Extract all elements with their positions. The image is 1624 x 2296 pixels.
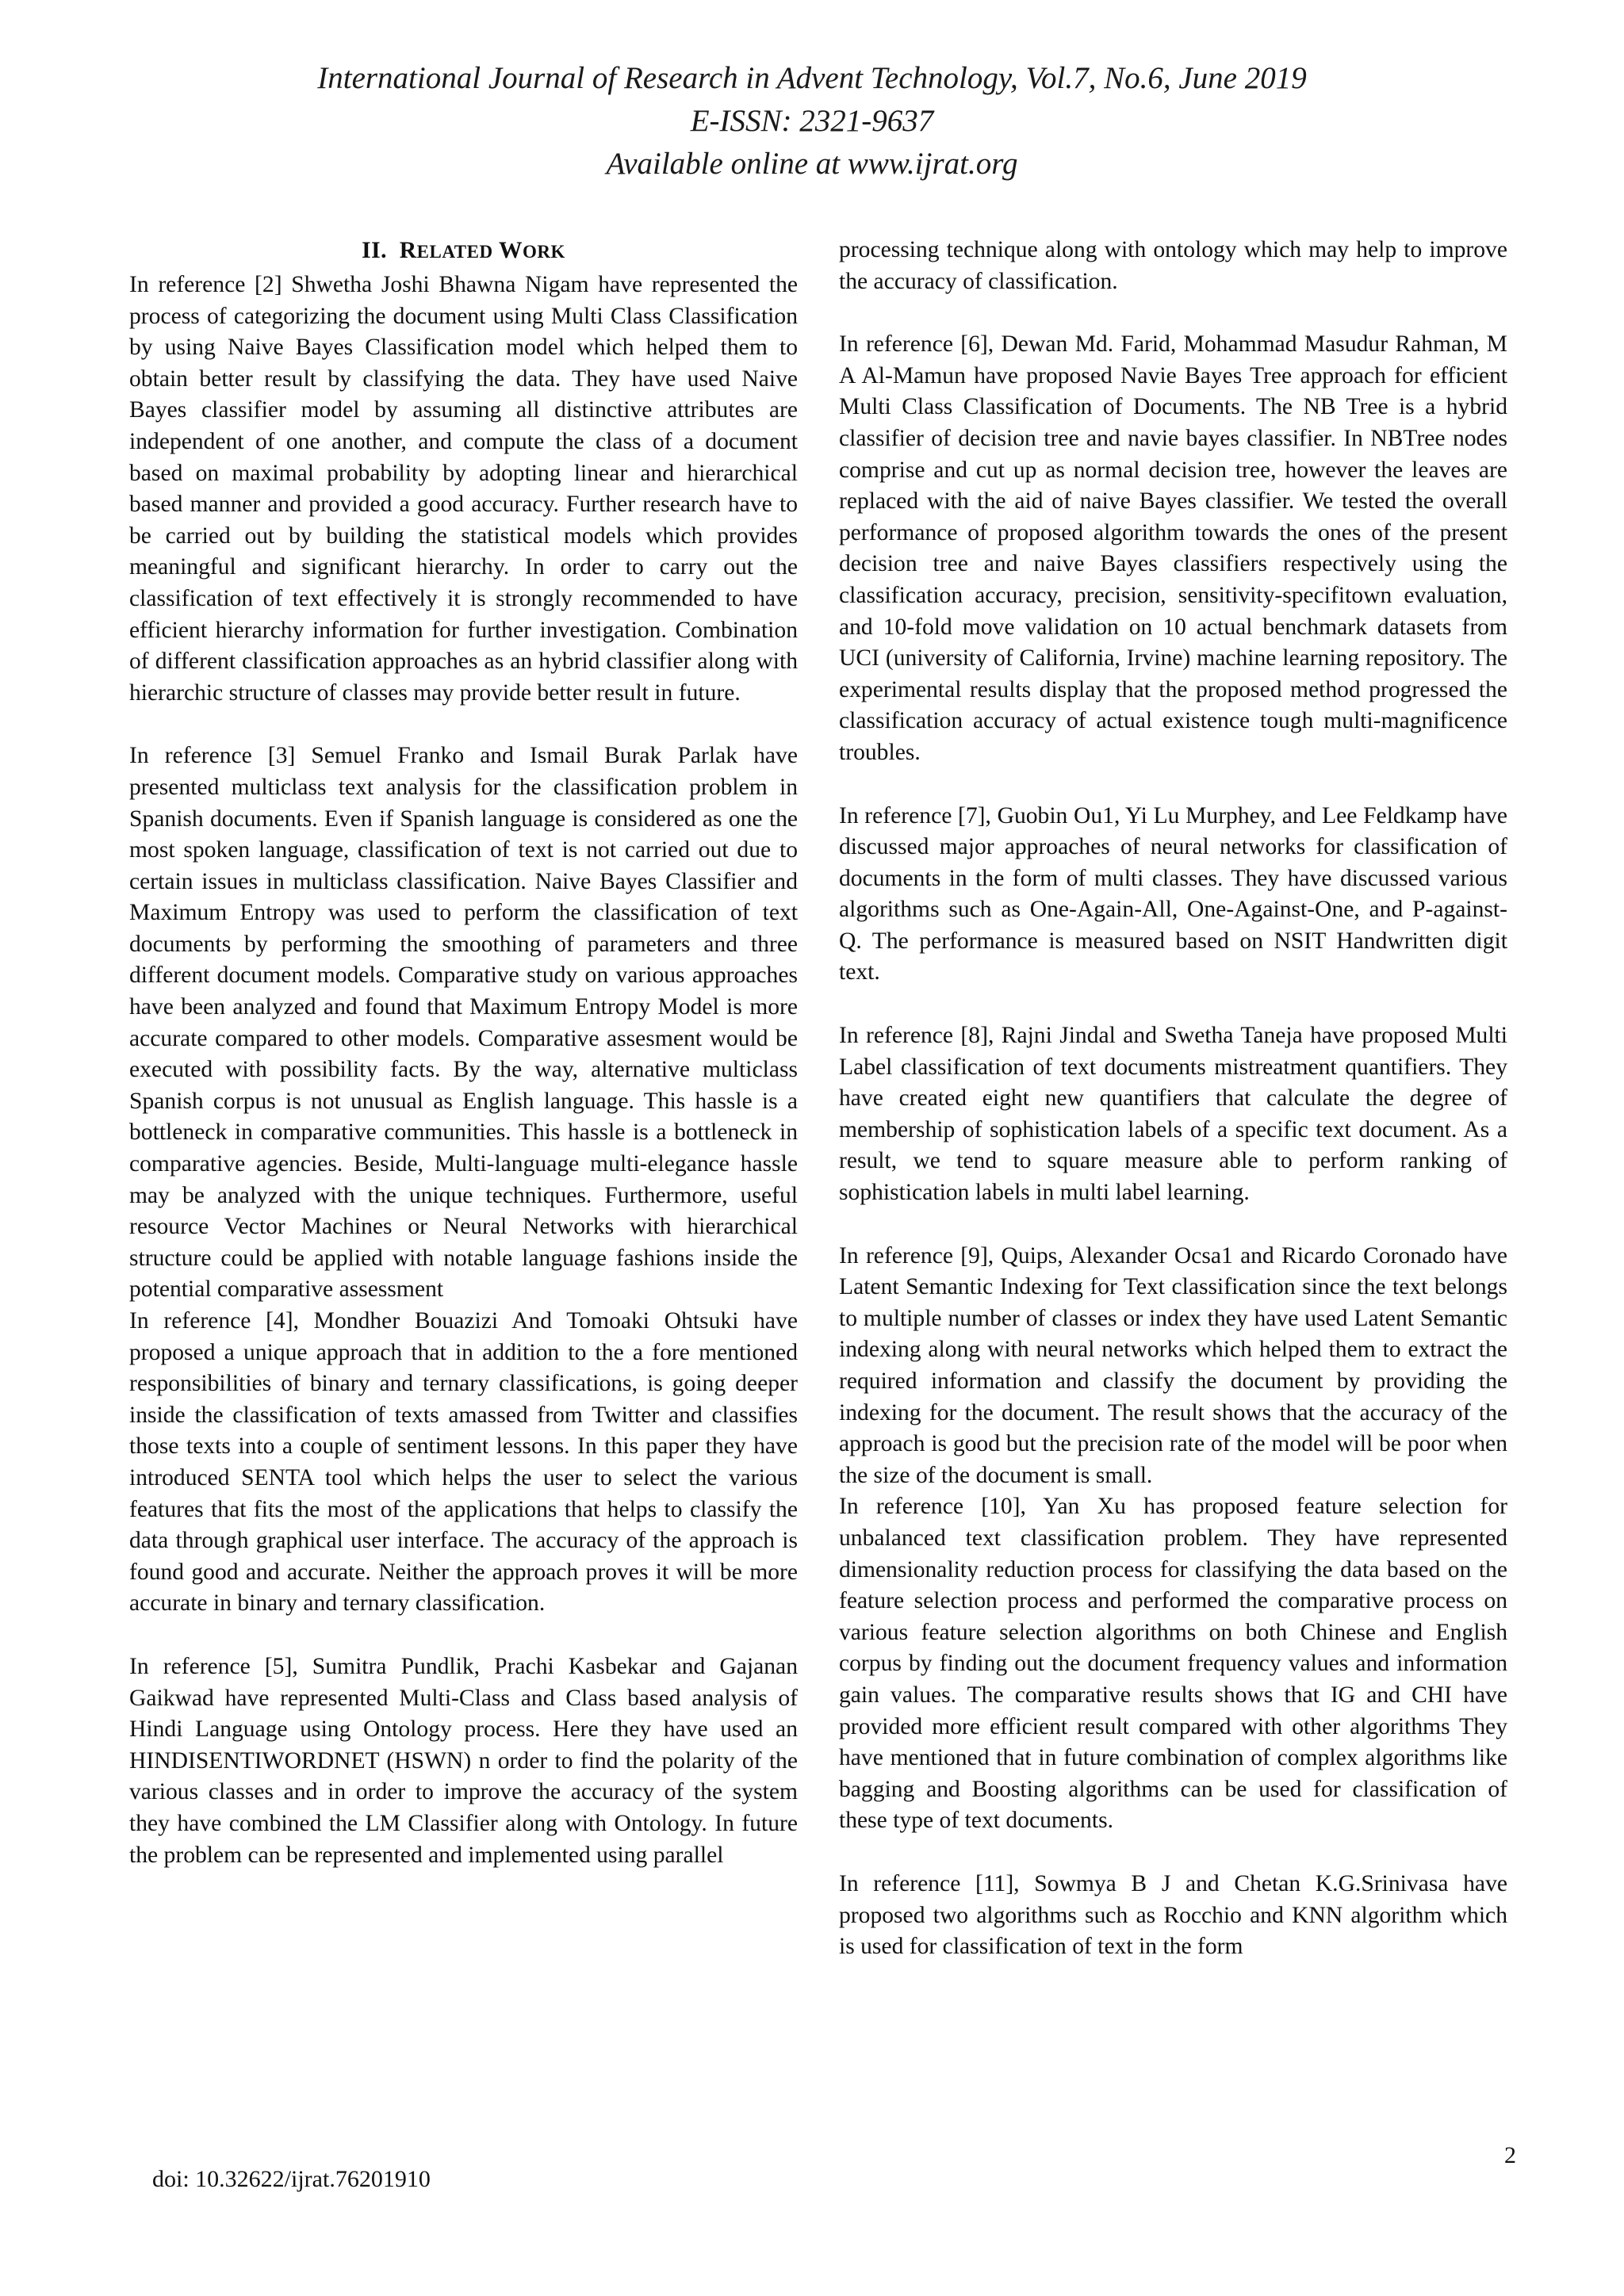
paragraph-ref-7: In reference [7], Guobin Ou1, Yi Lu Murphey, and Lee Feldkamp have discussed major approaches of neural networks for classification of documents in the form of multi classes. They have discussed various algorithms such as One-Again-All, One-Against-One, and P-against-Q. The performance is measured based on NSIT Handwritten digit text. <box>839 802 1507 985</box>
section-number: II. <box>362 238 387 263</box>
right-column <box>839 235 1507 1963</box>
section-title-cap-w: W <box>498 238 523 263</box>
paragraph-ref-5-continued: processing technique along with ontology which may help to improve the accuracy of classification. <box>839 237 1507 294</box>
paragraph-ref-5: In reference [5], Sumitra Pundlik, Prachi Kasbekar and Gajanan Gaikwad have represented Multi-Class and Class based analysis of Hindi Language using Ontology process. Here they have used an HINDISENTIWORDNET (HSWN) n order to find the polarity of the various classes and in order to improve the accuracy of the system they have combined the LM Classifier along with Ontology. In future the problem can be represented and implemented using parallel <box>129 1653 798 1868</box>
section-title-cap-r: R <box>399 238 417 263</box>
paragraph-ref-6: In reference [6], Dewan Md. Farid, Mohammad Masudur Rahman, M A Al-Mamun have proposed Navie Bayes Tree approach for efficient Multi Class Classification of Documents. The NB Tree is a hybrid classifier of decision tree and navie bayes classifier. In NBTree nodes comprise and cut up as normal decision tree, however the leaves are replaced with the aid of naive Bayes classifier. We tested the overall performance of proposed algorithm towards the ones of the present decision tree and naive Bayes classifiers respectively using the classification accuracy, precision, sensitivity-specifitown evaluation, and 10-fold move validation on 10 actual benchmark datasets from UCI (university of California, Irvine) machine learning repository. The experimental results display that the proposed method progressed the classification accuracy of actual existence tough multi-magnificence troubles. <box>839 331 1507 765</box>
paragraph-ref-3: In reference [3] Semuel Franko and Ismail Burak Parlak have presented multiclass text analysis for the classification problem in Spanish documents. Even if Spanish language is considered as one the most spoken language, classification of text is not carried out due to certain issues in multiclass classification. Naive Bayes Classifier and Maximum Entropy was used to perform the classification of text documents by performing the smoothing of parameters and three different document models. Comparative study on various approaches have been analyzed and found that Maximum Entropy Model is more accurate compared to other models. Comparative assesment would be executed with possibility facts. By the way, alternative multiclass Spanish corpus is not unusual as English language. This hassle is a bottleneck in comparative communities. This hassle is a bottleneck in comparative agencies. Beside, Multi-language multi-elegance hassle may be analyzed with the unique techniques. Furthermore, useful resource Vector Machines or Neural Networks with hierarchical structure could be applied with notable language fashions inside the potential comparative assessment <box>129 743 798 1303</box>
section-title-rest-elated: ELATED <box>416 242 493 262</box>
paragraph-ref-10: In reference [10], Yan Xu has proposed feature selection for unbalanced text classification problem. They have represented dimensionality reduction process for classifying the data based on the feature selection process and performed the comparative process on various feature selection algorithms on both Chinese and English corpus by finding out the document frequency values and information gain values. The comparative results shows that IG and CHI have provided more efficient result compared with other algorithms They have mentioned that in future combination of complex algorithms like bagging and Boosting algorithms can be used for classification of these type of text documents. <box>839 1494 1507 1834</box>
paragraph-ref-4: In reference [4], Mondher Bouazizi And Tomoaki Ohtsuki have proposed a unique approach that in addition to the a fore mentioned responsibilities of binary and ternary classifications, is going deeper inside the classification of texts amassed from Twitter and classifies those texts into a couple of sentiment lessons. In this paper they have introduced SENTA tool which helps the user to select the various features that fits the most of the applications that helps to classify the data through graphical user interface. The accuracy of the approach is found good and accurate. Neither the approach proves it will be more accurate in binary and ternary classification. <box>129 1308 798 1617</box>
paragraph-ref-11: In reference [11], Sowmya B J and Chetan K.G.Srinivasa have proposed two algorithms such as Rocchio and KNN algorithm which is used for classification of text in the form <box>839 1870 1507 1960</box>
journal-title-line: International Journal of Research in Advent Technology, Vol.7, No.6, June 2019 <box>317 61 1307 95</box>
paragraph-ref-8: In reference [8], Rajni Jindal and Swetha Taneja have proposed Multi Label classification of text documents mistreatment quantifiers. They have created eight new quantifiers that calculate the degree of membership of sophistication labels of a specific text document. As a result, we tend to square measure able to perform ranking of sophistication labels in multi label learning. <box>839 1023 1507 1206</box>
section-heading <box>129 235 798 268</box>
footer-doi: doi: 10.32622/ijrat.76201910 <box>152 2166 431 2192</box>
left-column <box>129 235 798 1871</box>
paragraph-ref-9: In reference [9], Quips, Alexander Ocsa1 and Ricardo Coronado have Latent Semantic Indexing for Text classification since the text belongs to multiple number of classes or index they have used Latent Semantic indexing along with neural networks which helped them to extract the required information and classify the document by providing the indexing for the document. The result shows that the accuracy of the approach is good but the precision rate of the model will be poor when the size of the document is small. <box>839 1242 1507 1488</box>
journal-website-line: Available online at www.ijrat.org <box>606 147 1018 181</box>
journal-header <box>0 57 1624 186</box>
paragraph-ref-2: In reference [2] Shwetha Joshi Bhawna Nigam have represented the process of categorizing the document using Multi Class Classification by using Naive Bayes Classification model which helped them to obtain better result by classifying the data. They have used Naive Bayes classifier model by assuming all distinctive attributes are independent of one another, and compute the class of a document based on maximal probability by adopting linear and hierarchical based manner and provided a good accuracy. Further research have to be carried out by building the statistical models which provides meaningful and significant hierarchy. In order to carry out the classification of text effectively it is strongly recommended to have efficient hierarchy information for further investigation. Combination of different classification approaches as an hybrid classifier along with hierarchic structure of classes may provide better result in future. <box>129 272 798 706</box>
section-title-rest-ork: ORK <box>523 242 565 262</box>
journal-issn-line: E-ISSN: 2321-9637 <box>690 104 934 138</box>
page-number: 2 <box>1504 2142 1516 2168</box>
